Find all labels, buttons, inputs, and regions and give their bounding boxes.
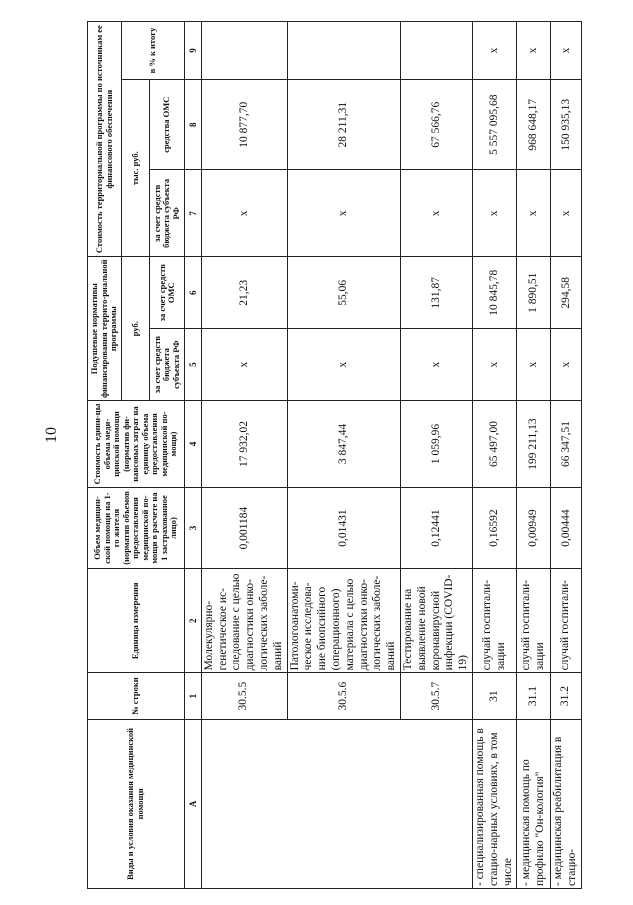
- row-cost: 1 059,96: [401, 401, 473, 488]
- index-cell: 8: [184, 80, 201, 170]
- index-cell: 9: [184, 22, 201, 80]
- header-group-cost: Стоимость территориальной программы по источникам ее финансового обеспечения: [88, 22, 122, 257]
- row-oms-norm: 1 890,51: [517, 257, 551, 329]
- header-col-1: № строки: [88, 673, 185, 719]
- row-budget-total: x: [201, 170, 287, 257]
- row-budget-norm: x: [551, 329, 582, 401]
- row-name: - медицинская реабилитация в стацио-: [551, 719, 582, 888]
- row-oms-norm: 21,23: [201, 257, 287, 329]
- row-budget-norm: x: [287, 329, 400, 401]
- row-line: 31: [473, 673, 517, 719]
- header-col-4: Стоимость едини-цы объема меди-цинской помощи (норматив фи-нансовых затрат на единицу объема предоставления медицинской по-мощи): [88, 401, 185, 488]
- row-budget-norm: x: [517, 329, 551, 401]
- row-percent: [287, 22, 400, 80]
- row-cost: 17 932,02: [201, 401, 287, 488]
- header-col-a: Виды и условия оказания медицинской помощи: [88, 719, 185, 888]
- row-budget-total: x: [287, 170, 400, 257]
- row-oms-norm: 131,87: [401, 257, 473, 329]
- row-unit: случай госпитали-: [551, 569, 582, 673]
- index-cell: 7: [184, 170, 201, 257]
- row-budget-total: x: [401, 170, 473, 257]
- row-unit: случай госпитали-зации: [517, 569, 551, 673]
- table-row: [473, 22, 517, 889]
- row-percent: x: [551, 22, 582, 80]
- index-cell: 2: [184, 569, 201, 673]
- row-line: 31.1: [517, 673, 551, 719]
- row-volume: 0,00949: [517, 487, 551, 568]
- financing-table: [87, 21, 582, 889]
- row-oms-total: 28 211,31: [287, 80, 400, 170]
- row-volume: 0,16592: [473, 487, 517, 568]
- row-percent: [401, 22, 473, 80]
- row-oms-total: 67 566,76: [401, 80, 473, 170]
- table-row: [517, 22, 551, 889]
- index-row: [184, 22, 201, 889]
- row-line: 31.2: [551, 673, 582, 719]
- row-line: 30.5.5: [201, 673, 287, 719]
- index-cell: 3: [184, 487, 201, 568]
- header-col-8: средства ОМС: [150, 80, 184, 170]
- index-cell: 6: [184, 257, 201, 329]
- row-budget-norm: x: [201, 329, 287, 401]
- row-cost: 3 847,44: [287, 401, 400, 488]
- row-unit: случай госпитали-зации: [473, 569, 517, 673]
- row-volume: 0,12441: [401, 487, 473, 568]
- index-cell: 5: [184, 329, 201, 401]
- header-col-2: Единица измерения: [88, 569, 185, 673]
- row-percent: x: [517, 22, 551, 80]
- row-unit: Тестирование на выявление новой коронавирусной инфекции (COVID-19): [401, 569, 473, 673]
- row-name: - специализированная помощь в стацио-нарных условиях, в том числе: [473, 719, 517, 888]
- header-rub: руб.: [122, 257, 150, 401]
- rotated-table-frame: [87, 21, 582, 889]
- row-percent: x: [473, 22, 517, 80]
- row-cost: 66 347,51: [551, 401, 582, 488]
- row-unit: Молекулярно-генетическое ис-следование с целью диагностики онко-логических заболе-ваний: [201, 569, 287, 673]
- row-volume: 0,00444: [551, 487, 582, 568]
- row-oms-norm: 55,06: [287, 257, 400, 329]
- row-percent: [201, 22, 287, 80]
- row-volume: 0,01431: [287, 487, 400, 568]
- index-cell: 4: [184, 401, 201, 488]
- header-col-7: за счет средств бюджета субъекта РФ: [150, 170, 184, 257]
- row-budget-norm: x: [401, 329, 473, 401]
- row-oms-total: 968 648,17: [517, 80, 551, 170]
- row-line: 30.5.6: [287, 673, 400, 719]
- table-row: [551, 22, 582, 889]
- header-col-9: в % к итогу: [122, 22, 184, 80]
- row-oms-norm: 294,58: [551, 257, 582, 329]
- header-col-6: за счет средств ОМС: [150, 257, 184, 329]
- row-cost: 65 497,00: [473, 401, 517, 488]
- row-oms-total: 150 935,13: [551, 80, 582, 170]
- row-budget-total: x: [517, 170, 551, 257]
- row-unit: Патологоанатоми-ческое исследова-ние биопсийного (операционного) материала с целью диагностики онко-логических заболе-ваний: [287, 569, 400, 673]
- header-col-3: Объем медицин-ской помощи на 1-го жителя (норматив объемов предоставления медицинской по-мощи в расчете на 1 застрахованное лицо): [88, 487, 185, 568]
- row-volume: 0,001184: [201, 487, 287, 568]
- row-cost: 199 211,13: [517, 401, 551, 488]
- row-budget-total: x: [473, 170, 517, 257]
- index-cell: А: [184, 719, 201, 888]
- row-budget-norm: x: [473, 329, 517, 401]
- row-line: 30.5.7: [401, 673, 473, 719]
- row-name: - медицинская помощь по профилю "Он-кология": [517, 719, 551, 888]
- page-number: 10: [43, 427, 60, 443]
- table-row: [201, 22, 287, 889]
- header-thousand-rub: тыс. руб.: [122, 80, 150, 257]
- row-name: [201, 719, 472, 888]
- row-oms-total: 10 877,70: [201, 80, 287, 170]
- header-col-5: за счет средств бюджета субъекта РФ: [150, 329, 184, 401]
- row-oms-total: 5 557 095,68: [473, 80, 517, 170]
- row-budget-total: x: [551, 170, 582, 257]
- row-oms-norm: 10 845,78: [473, 257, 517, 329]
- header-group-per-capita: Подушевые нормативы финансирования террито-риальной программы: [88, 257, 122, 401]
- table-inner: [87, 21, 582, 889]
- index-cell: 1: [184, 673, 201, 719]
